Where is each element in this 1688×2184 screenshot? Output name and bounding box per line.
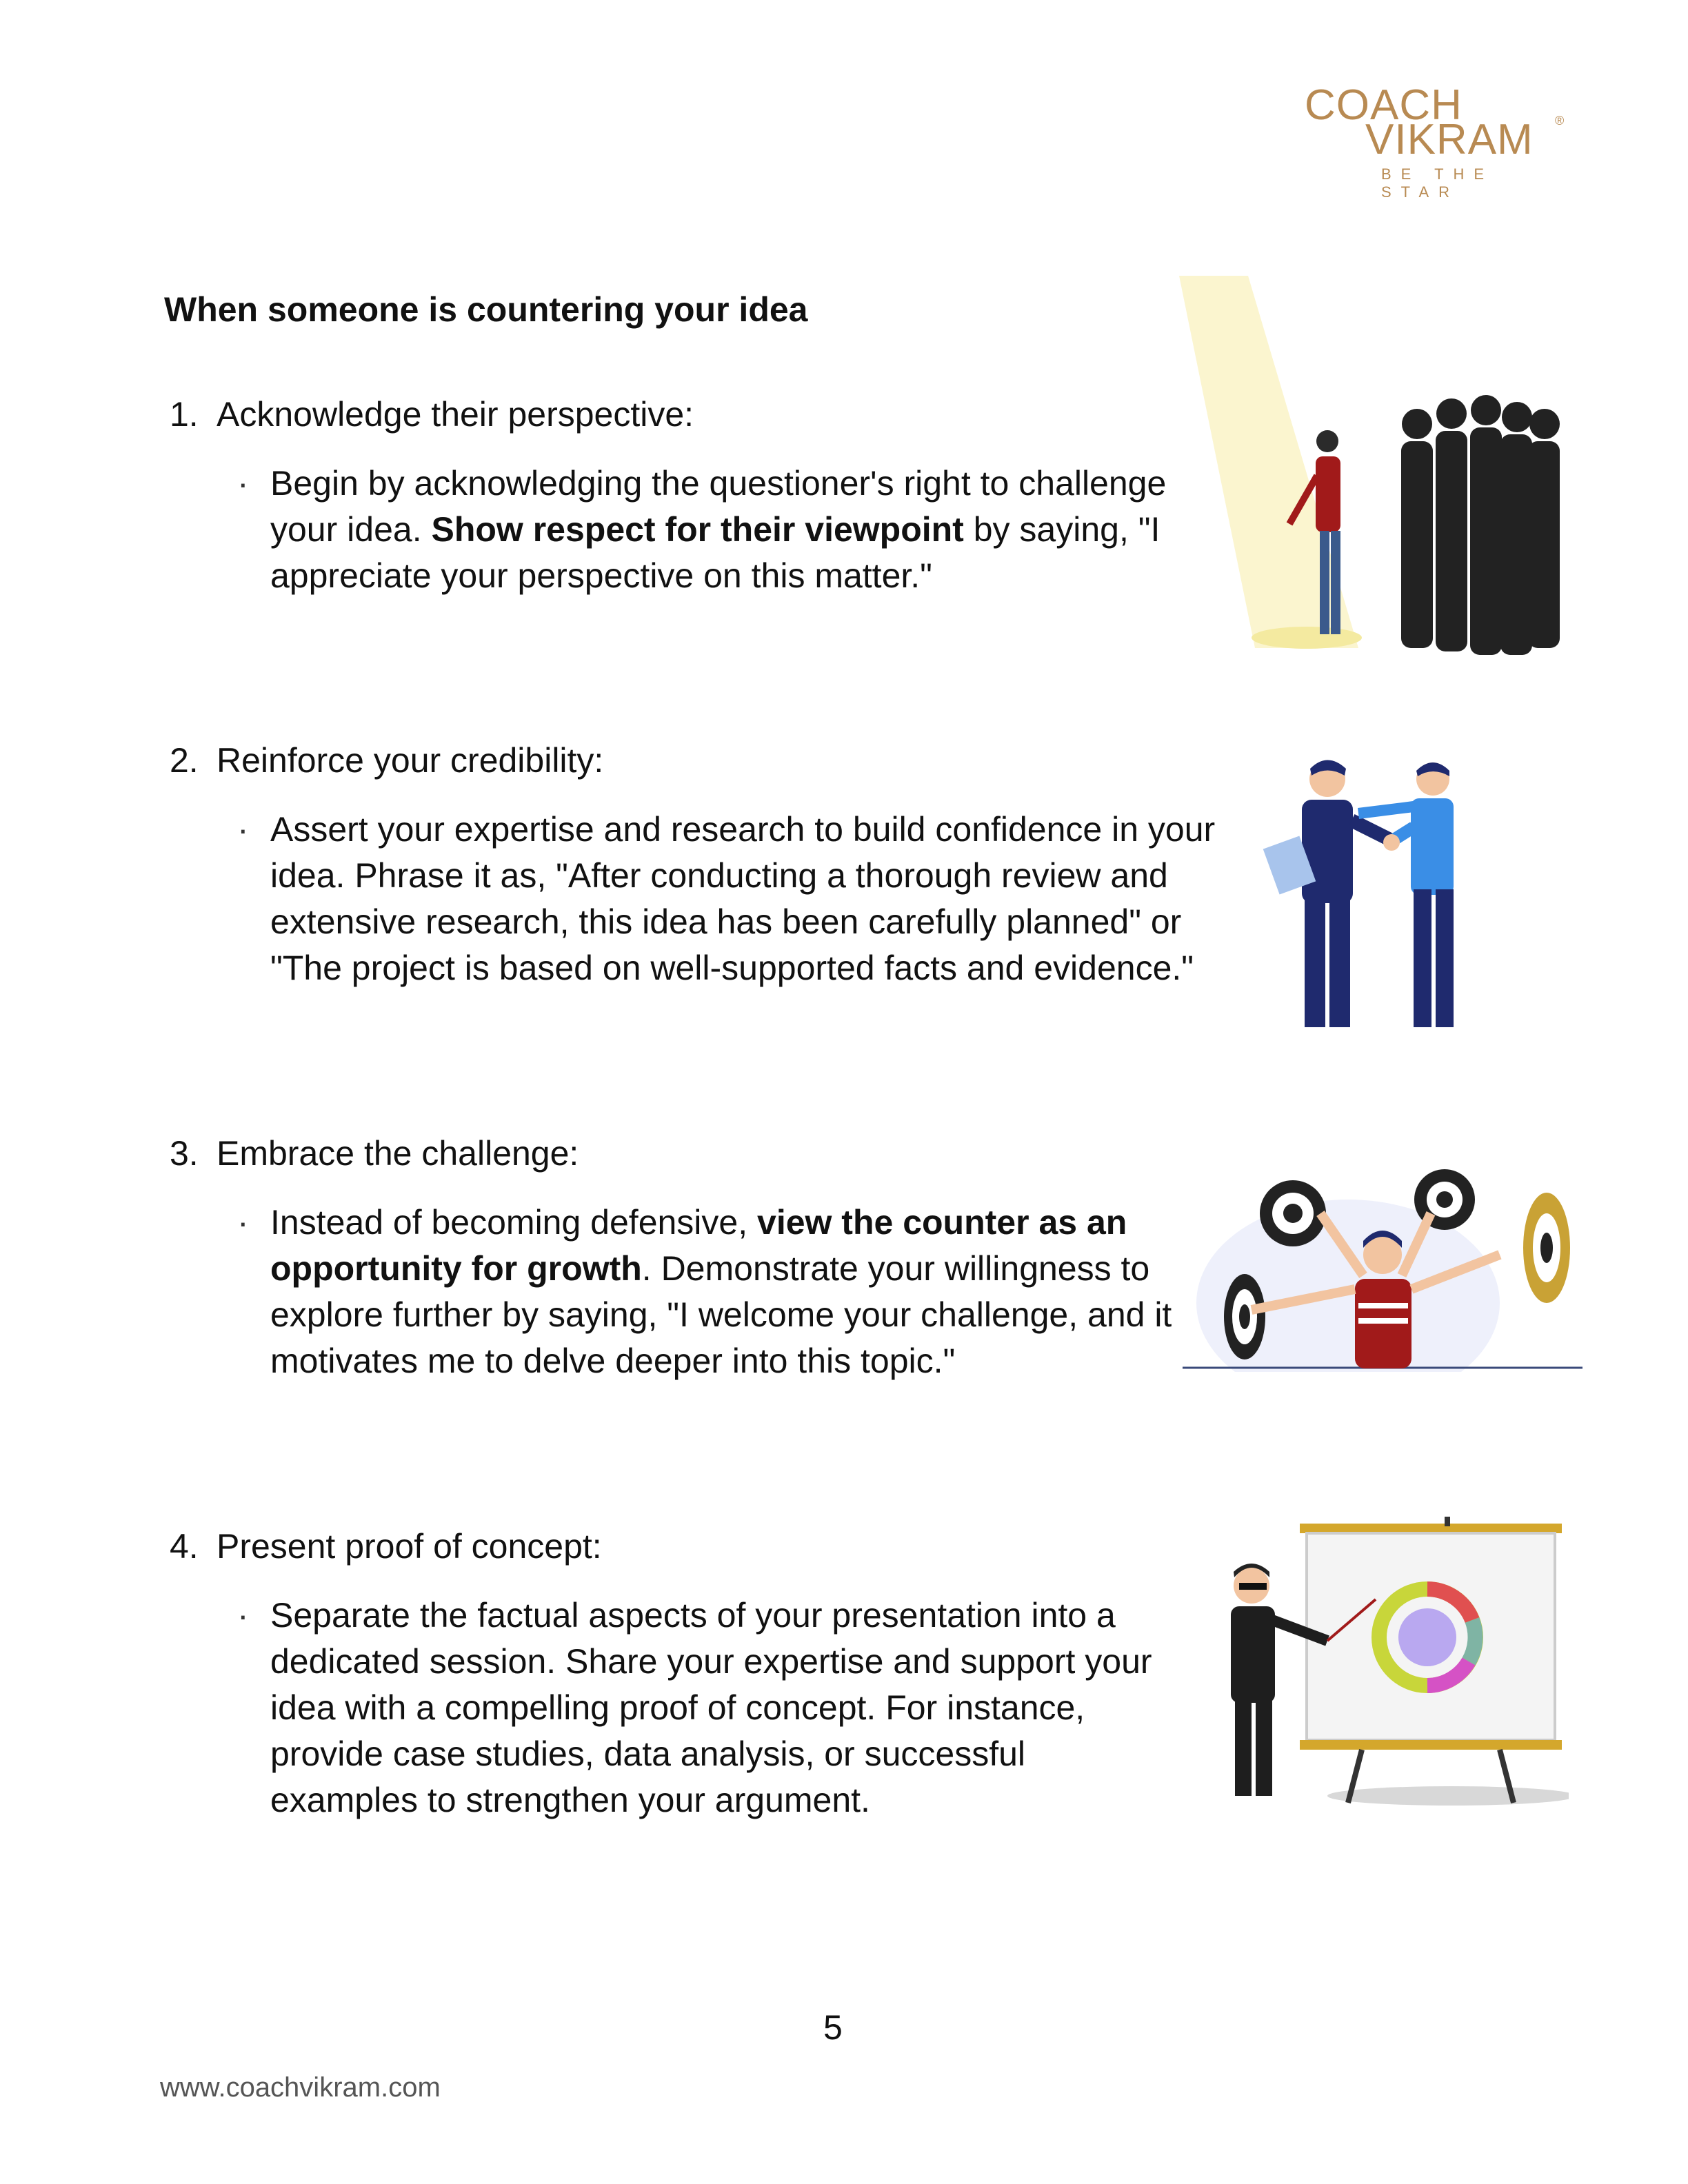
- brand-logo: [1300, 81, 1576, 201]
- logo-line2: VIKRAM: [1365, 116, 1534, 163]
- item-4-title-text: Present proof of concept:: [217, 1527, 602, 1566]
- item-3-paragraph: [270, 1200, 1187, 1384]
- item-2-bullet: ·: [237, 810, 249, 849]
- item-3-title-text: Embrace the challenge:: [217, 1134, 579, 1173]
- item-1-title: [170, 394, 694, 434]
- item-1-number: 1.: [170, 395, 199, 434]
- item-3-text-a: Instead of becoming defensive,: [270, 1203, 758, 1242]
- item-1-text-b: by saying, "I appreciate your perspective on this matter.": [270, 510, 1160, 595]
- item-4-paragraph: Separate the factual aspects of your presentation into a dedicated session. Share your expertise and support your idea with a compelling proof of concept. For instance, provide case studies, data analysis, or successful examples to strengthen your argument.: [270, 1596, 1152, 1819]
- page-heading: When someone is countering your idea: [164, 290, 808, 329]
- item-1-text-a: Begin by acknowledging the questioner's right to challenge your idea.: [270, 464, 1167, 549]
- presentation-board-illustration: [1196, 1517, 1569, 1820]
- item-3-title: [170, 1133, 579, 1173]
- item-1-title-text: Acknowledge their perspective:: [217, 395, 694, 434]
- item-3-number: 3.: [170, 1134, 199, 1173]
- page-number: 5: [823, 2008, 843, 2047]
- item-4-title: [170, 1526, 602, 1566]
- item-2-title-text: Reinforce your credibility:: [217, 741, 604, 780]
- item-3-bold: view the counter as an opportunity for growth: [270, 1203, 1127, 1288]
- item-3-text-b: . Demonstrate your willingness to explore further by saying, "I welcome your challenge, and it motivates me to delve deeper into this topic.": [270, 1249, 1172, 1380]
- item-3-bullet: ·: [237, 1203, 249, 1242]
- logo-line1: COACH: [1305, 81, 1463, 129]
- item-2-title: [170, 740, 603, 780]
- footer-website-link[interactable]: www.coachvikram.com: [160, 2072, 441, 2103]
- item-4-number: 4.: [170, 1527, 199, 1566]
- handshake-illustration: [1255, 751, 1517, 1041]
- item-1-bold: Show respect for their viewpoint: [431, 510, 964, 549]
- multitasking-targets-illustration: [1183, 1138, 1582, 1372]
- item-2-paragraph: Assert your expertise and research to build confidence in your idea. Phrase it as, "After conducting a thorough review and extensive research, this idea has been carefully planned" or "The project is based on well-supported facts and evidence.": [270, 810, 1216, 987]
- item-4-bullet: ·: [237, 1596, 249, 1635]
- item-1-bullet: ·: [237, 464, 249, 503]
- logo-registered-mark: ®: [1555, 114, 1565, 128]
- logo-tagline: BE THE STAR: [1381, 165, 1494, 201]
- item-1-paragraph: [270, 461, 1167, 599]
- spotlight-crowd-illustration: [1179, 276, 1593, 662]
- item-2-number: 2.: [170, 741, 199, 780]
